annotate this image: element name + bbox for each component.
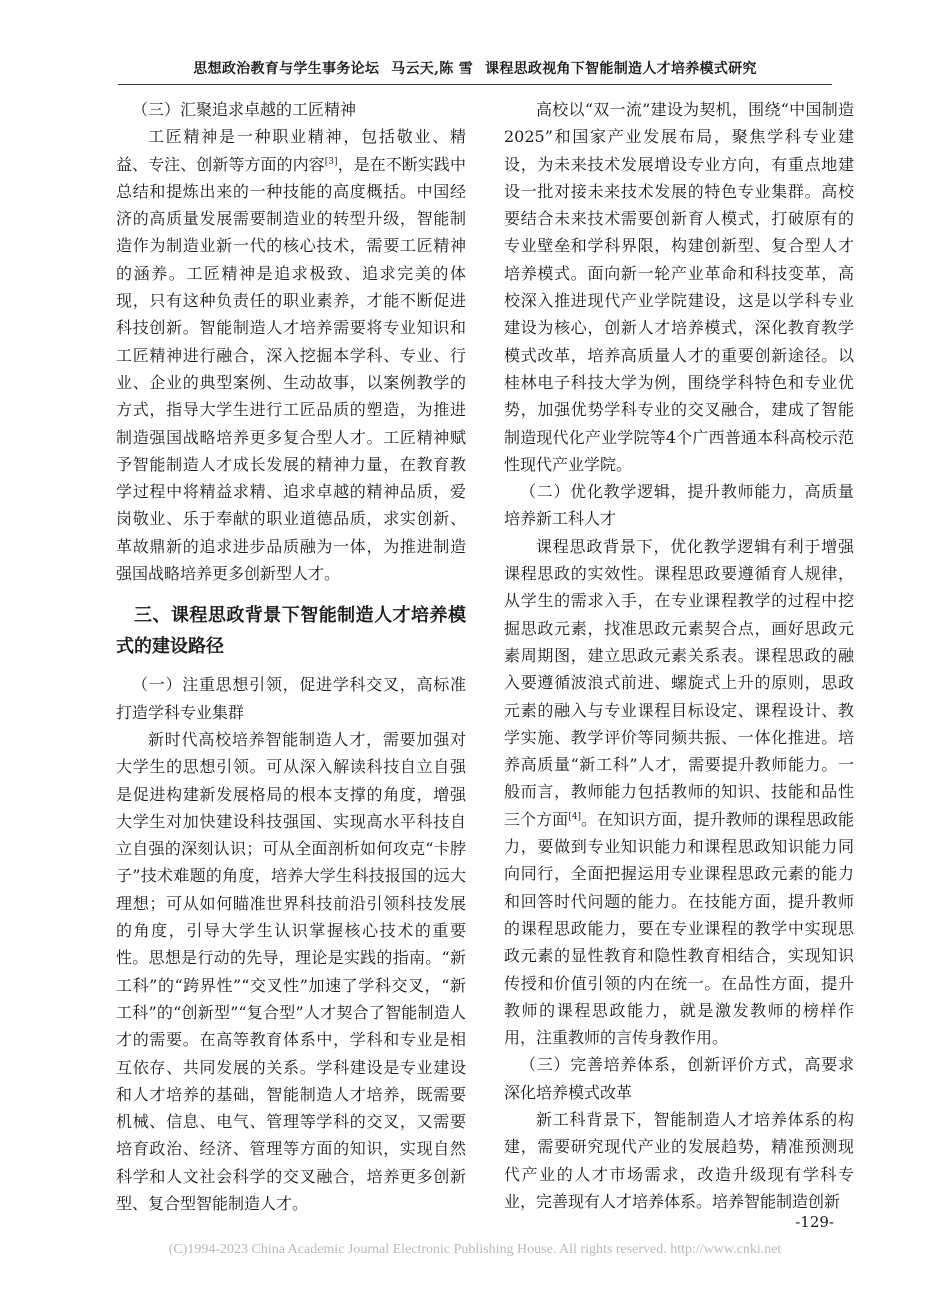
paragraph-double-first-class: 高校以“双一流”建设为契机，围绕“中国制造2025”和国家产业发展布局，聚焦学科专业建设，为未来技术发展增设专业方向，有重点地建设一批对接未来技术发展的特色专业集群。高校要结合未来技术需要创新育人模式，打破原有的专业壁垒和学科界限，构建创新型、复合型人才培养模式。面向新一轮产业革命和科技变革，高校深入推进现代产业学院建设，这是以学科专业建设为核心，创新人才培养模式，深化教育教学模式改革，培养高质量人才的重要创新途径。以桂林电子科技大学为例，围绕学科特色和专业优势，加强优势学科专业的交叉融合，建成了智能制造现代化产业学院等4个广西普通本科高校示范性现代产业学院。 — [504, 100, 854, 474]
paragraph-ideological-guidance: 新时代高校培养智能制造人才，需要加强对大学生的思想引领。可从深入解读科技自立自强是促进构建新发展格局的根本支撑的角度，增强大学生对加快建设科技强国、实现高水平科技自立自强的深刻认识；可从全面剖析如何攻克“卡脖子”技术难题的角度，培养大学生科技报国的远大理想；可从如何瞄准世界科技前沿引领科技发展的角度，引导大学生认识掌握核心技术的重要性。思想是行动的先导，理论是实践的指南。“新工科”的“跨界性”“交叉性”加速了学科交叉，“新工科”的“创新型”“复合型”人才契合了智能制造人才的需要。在高等教育体系中，学科和专业是相互依存、共同发展的关系。学科建设是专业建设和人才培养的基础，智能制造人才培养，既需要机械、信息、电气、管理等学科的交叉，又需要培育政治、经济、管理等方面的知识，实现自然科学和人文社会科学的交叉融合，培养更多创新型、复合型智能制造人才。 — [116, 729, 466, 1213]
left-column — [116, 96, 466, 1217]
paragraph-craftsman-spirit: 工匠精神是一种职业精神，包括敬业、精益、专注、创新等方面的内容[3]，是在不断实践中总结和提炼出来的一种技能的高度概括。中国经济的高质量发展需要制造业的转型升级，智能制造作为制造业新一代的核心技术，需要工匠精神的涵养。工匠精神是追求极致、追求完美的体现，只有这种负责任的职业素养，才能不断促进科技创新。智能制造人才培养需要将专业知识和工匠精神进行融合，深入挖掘本学科、专业、行业、企业的典型案例、生动故事，以案例教学的方式，指导大学生进行工匠品质的塑造，为推进制造强国战略培养更多复合型人才。工匠精神赋予智能制造人才成长发展的精神力量，在教育教学过程中将精益求精、追求卓越的精神品质，爱岗敬业、乐于奉献的职业道德品质，求实创新、革故鼎新的追求进步品质融为一体，为推进制造强国战略培养更多创新型人才。 — [116, 127, 466, 584]
author-names: 马云天,陈 雪 — [391, 61, 474, 77]
paragraph-teaching-logic: 课程思政背景下，优化教学逻辑有利于增强课程思政的实效性。课程思政要遵循育人规律，从学生的需求入手，在专业课程教学的过程中挖掘思政元素，找准思政元素契合点，画好思政元素周期图，建立思政元素关系表。课程思政的融入要遵循波浪式前进、螺旋式上升的原则，思政元素的融入与专业课程目标设定、课程设计、教学实施、教学评价等同频共振、一体化推进。培养高质量“新工科”人才，需要提升教师能力。一般而言，教师能力包括教师的知识、技能和品性三个方面[4]。在知识方面，提升教师的课程思政能力，要做到专业知识能力和课程思政知识能力同向同行，全面把握运用专业课程思政元素的能力和回答时代问题的能力。在技能方面，提升教师的课程思政能力，要在专业课程的教学中实现思政元素的显性教育和隐性教育相结合，实现知识传授和价值引领的内在统一。在品性方面，提升教师的课程思政能力，就是激发教师的榜样作用，注重教师的言传身教作用。 — [504, 536, 854, 1048]
running-header — [118, 58, 832, 85]
subsection-heading-teaching-logic: （二）优化教学逻辑，提升教师能力，高质量培养新工科人才 — [504, 482, 854, 529]
citation-3[interactable]: [3] — [324, 156, 338, 167]
citation-4[interactable]: [4] — [568, 811, 581, 822]
right-column — [504, 96, 854, 1215]
section-heading-construction-path: 三、课程思政背景下智能制造人才培养模式的建设路径 — [116, 605, 466, 658]
article-title: 课程思政视角下智能制造人才培养模式研究 — [485, 61, 757, 77]
copyright-notice: (C)1994-2023 China Academic Journal Electronic Publishing House. All rights reserved. http://www.cnki.net — [168, 1242, 782, 1257]
journal-name: 思想政治教育与学生事务论坛 — [193, 61, 380, 77]
subsection-heading-training-system: （三）完善培养体系，创新评价方式，高要求深化培养模式改革 — [504, 1055, 854, 1102]
page-number: -129- — [795, 1213, 834, 1231]
paragraph-training-system: 新工科背景下，智能制造人才培养体系的构建，需要研究现代产业的发展趋势，精准预测现代产业的人才市场需求，改造升级现有学科专业，完善现有人才培养体系。培养智能制造创新 — [504, 1109, 854, 1211]
subsection-heading-craftsman-spirit: （三）汇聚追求卓越的工匠精神 — [132, 100, 357, 119]
subsection-heading-ideological-guidance: （一）注重思想引领，促进学科交叉，高标准打造学科专业集群 — [116, 675, 466, 722]
